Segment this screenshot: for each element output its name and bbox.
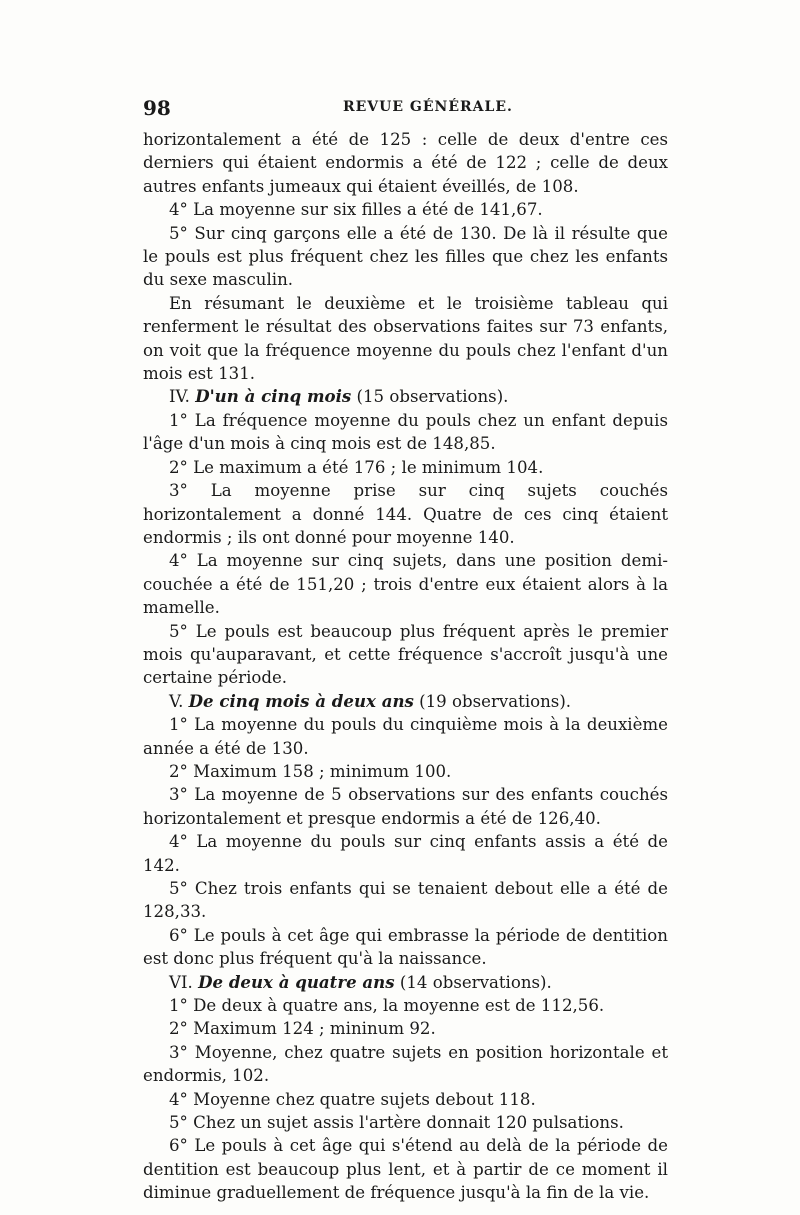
section-heading (143, 971, 668, 994)
paragraph: 5° Chez trois enfants qui se tenaient debout elle a été de 128,33. (143, 879, 668, 922)
paragraph: 2° Maximum 124 ; mininum 92. (169, 1019, 436, 1039)
paragraph: 1° La moyenne du pouls du cinquième mois à la deuxième année a été de 130. (143, 715, 668, 758)
paragraph: 6° Le pouls à cet âge qui s'étend au delà de la période de dentition est beaucoup plus lent, et à partir de ce moment il diminue graduellement de fréquence jusqu'à la fin de la vie. (143, 1136, 668, 1203)
running-title: REVUE GÉNÉRALE. (343, 99, 513, 115)
paragraph: 3° Moyenne, chez quatre sujets en position horizontale et endormis, 102. (143, 1042, 668, 1086)
section-title: De cinq mois à deux ans (188, 690, 414, 711)
paragraph: 4° La moyenne sur cinq sujets, dans une position demi-couchée a été de 151,20 ; trois d'entre eux étaient alors à la mamelle. (143, 551, 668, 618)
paragraph: 1° La fréquence moyenne du pouls chez un enfant depuis l'âge d'un mois à cinq mois est de 148,85. (143, 410, 668, 454)
section-count: (19 observations). (419, 691, 572, 711)
paragraph: 5° Chez un sujet assis l'artère donnait 120 pulsations. (169, 1113, 624, 1133)
section-count: (15 observations). (356, 387, 509, 407)
section-title: D'un à cinq mois (195, 386, 352, 407)
paragraph: 3° La moyenne de 5 observations sur des enfants couchés horizontalement et presque endormis a été de 126,40. (143, 785, 668, 828)
section-number: VI. (169, 972, 193, 992)
paragraph: En résumant le deuxième et le troisième tableau qui renferment le résultat des observations faites sur 73 enfants, on voit que la fréquence moyenne du pouls chez l'enfant d'un mois est 131. (143, 293, 668, 384)
paragraph: 5° Le pouls est beaucoup plus fréquent après le premier mois qu'auparavant, et cette fréquence s'accroît jusqu'à une certaine période. (143, 621, 668, 688)
paragraph: 5° Sur cinq garçons elle a été de 130. De là il résulte que le pouls est plus fréquent chez les filles que chez les enfants du sexe masculin. (143, 223, 668, 290)
section-number: IV. (169, 387, 190, 407)
page-header (143, 96, 663, 120)
paragraph: 1° De deux à quatre ans, la moyenne est de 112,56. (169, 996, 605, 1016)
section-title: De deux à quatre ans (198, 971, 395, 992)
section-number: V. (169, 691, 184, 711)
body-text (143, 128, 668, 1205)
paragraph: 4° La moyenne du pouls sur cinq enfants assis a été de 142. (143, 832, 668, 875)
paragraph: 3° La moyenne prise sur cinq sujets couchés horizontalement a donné 144. Quatre de ces cinq étaient endormis ; ils ont donné pour moyenne 140. (143, 481, 668, 547)
section-heading (143, 385, 668, 408)
page-number: 98 (143, 96, 171, 120)
paragraph: 4° La moyenne sur six filles a été de 141,67. (169, 200, 543, 220)
paragraph: 4° Moyenne chez quatre sujets debout 118. (169, 1089, 536, 1109)
paragraph: 2° Le maximum a été 176 ; le minimum 104. (169, 457, 544, 477)
section-count: (14 observations). (399, 972, 552, 992)
section-heading (143, 690, 668, 713)
paragraph: 6° Le pouls à cet âge qui embrasse la période de dentition est donc plus fréquent qu'à la naissance. (143, 925, 668, 969)
paragraph: horizontalement a été de 125 : celle de deux d'entre ces derniers qui étaient endormis a été de 122 ; celle de deux autres enfants jumeaux qui étaient éveillés, de 108. (143, 130, 668, 196)
paragraph: 2° Maximum 158 ; minimum 100. (169, 761, 452, 781)
